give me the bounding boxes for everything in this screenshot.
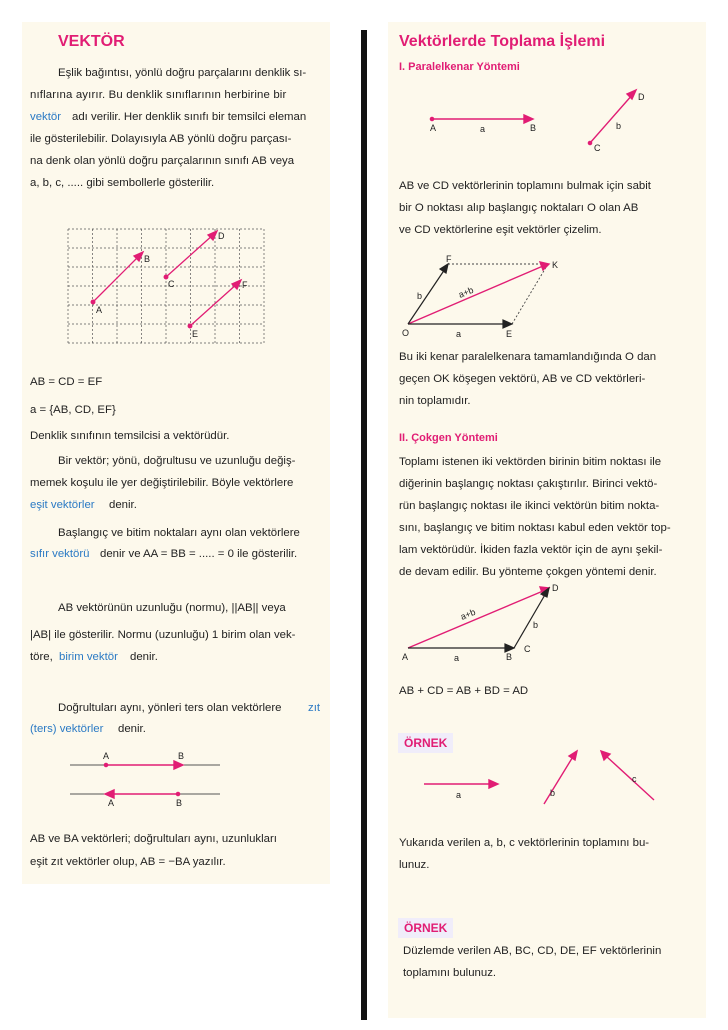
fig3-label-a-plus-b: a+b: [459, 606, 477, 622]
two-vectors-figure: [420, 84, 650, 154]
eq-representative: Denklik sınıfının temsilcisi a vektörüdür.: [30, 430, 230, 442]
vector-ok: [408, 266, 543, 324]
opposite-vectors-figure: [70, 750, 220, 808]
grid-label-f: F: [242, 280, 248, 290]
r-p2-line3: nin toplamıdır.: [399, 395, 471, 407]
fig2-label-a-plus-b: a+b: [457, 284, 475, 300]
grid-label-e: E: [192, 329, 199, 339]
grid-label-a: A: [96, 305, 103, 315]
fig1-label-vec-a: a: [480, 124, 486, 134]
subtitle-cokgen: II. Çokgen Yöntemi: [399, 432, 498, 444]
r-p3-line6: de devam edilir. Bu yönteme çokgen yöntemi denir.: [399, 566, 657, 578]
fig3-label-c: C: [524, 644, 531, 654]
subtitle-paralelkenar: I. Paralelkenar Yöntemi: [399, 61, 520, 73]
r-p3-line5: lam vektörüdür. İkiden fazla vektör için de aynı şekil-: [399, 544, 663, 556]
eq-equal-vectors: AB = CD = EF: [30, 376, 103, 388]
right-column: [388, 22, 706, 1018]
polygon-equation: AB + CD = AB + BD = AD: [399, 685, 529, 697]
arrowhead-a: [489, 780, 498, 788]
r-p5-line2: toplamını bulunuz.: [403, 967, 497, 979]
fig3-label-d: D: [552, 583, 559, 593]
example-badge-1: ÖRNEK: [398, 733, 453, 753]
term-esit-vektorler: eşit vektörler: [30, 499, 95, 511]
p5-line1: Doğrultuları aynı, yönleri ters olan vektörlere: [58, 702, 282, 714]
fig1-label-c: C: [594, 143, 601, 153]
dotted-ek: [512, 264, 548, 324]
p5-line2: denir.: [118, 723, 146, 735]
fig1-label-a: A: [430, 123, 437, 133]
eq-class-set: a = {AB, CD, EF}: [30, 404, 116, 416]
p1-line3: adı verilir. Her denklik sınıfı bir temsilci eleman: [72, 111, 307, 123]
arrowhead-of: [440, 264, 448, 273]
vector-cd: [166, 234, 214, 277]
p4-line3: töre,: [30, 651, 53, 663]
r-p1-line3: ve CD vektörlerine eşit vektörler çizelim.: [399, 224, 602, 236]
fig1-label-b: B: [530, 123, 537, 133]
term-ters-vektorler: (ters) vektörler: [30, 723, 104, 735]
vector-b: [544, 755, 574, 804]
arrowhead-ba: [105, 790, 114, 798]
grid-label-c: C: [168, 279, 175, 289]
p1-line4: ile gösterilebilir. Dolayısıyla AB yönlü doğru parçası-: [30, 133, 292, 145]
fig4-label-vec-a: a: [456, 790, 462, 800]
p4-line1: AB vektörünün uzunluğu (normu), ||AB|| veya: [58, 602, 286, 614]
term-birim-vektor: birim vektör: [59, 651, 118, 663]
r-p3-line3: rün başlangıç noktası ile ikinci vektörün bitim nokta-: [399, 500, 660, 512]
r-p3-line2: diğerinin başlangıç noktası çakıştırılır. Birinci vektö-: [399, 478, 658, 490]
vector-ad: [408, 591, 543, 648]
point-a: [91, 300, 95, 304]
section-title-vektor: VEKTÖR: [58, 33, 125, 50]
equal-vectors-grid-figure: [68, 229, 264, 343]
fig3-label-a: A: [402, 652, 409, 662]
p6-line1: AB ve BA vektörleri; doğrultuları aynı, uzunlukları: [30, 833, 277, 845]
r-p2-line1: Bu iki kenar paralelkenara tamamlandığında O dan: [399, 351, 657, 363]
arrowhead-cd: [627, 90, 636, 99]
p4-line2: |AB| ile gösterilir. Normu (uzunluğu) 1 birim olan vek-: [30, 629, 296, 641]
grid-label-b: B: [144, 254, 151, 264]
opp-label-b1: B: [178, 751, 185, 761]
fig3-label-vec-b: b: [533, 620, 539, 630]
polygon-method-figure: [400, 582, 570, 666]
fig3-label-vec-a: a: [454, 653, 460, 663]
fig2-label-k: K: [552, 260, 559, 270]
fig2-label-o: O: [402, 328, 410, 338]
term-vektor: vektör: [30, 111, 62, 123]
vector-cd: [590, 94, 633, 143]
r-p4-line2: lunuz.: [399, 859, 430, 871]
arrowhead-b: [569, 751, 577, 760]
section-title-toplama: Vektörlerde Toplama İşlemi: [399, 33, 606, 50]
opp-label-a1: A: [103, 751, 110, 761]
example-badge-2: ÖRNEK: [398, 918, 453, 938]
r-p4-line1: Yukarıda verilen a, b, c vektörlerinin toplamını bu-: [399, 837, 650, 849]
p6-line2: eşit zıt vektörler olup, AB = −BA yazılır.: [30, 856, 226, 868]
fig3-label-b: B: [506, 652, 513, 662]
p2-line1: Bir vektör; yönü, doğrultusu ve uzunluğu değiş-: [58, 455, 296, 467]
vector-ab: [93, 255, 140, 302]
column-divider: [361, 30, 367, 1020]
term-zit: zıt: [308, 702, 321, 714]
fig4-label-vec-b: b: [550, 788, 556, 798]
p1-line2: nıflarına ayırır. Bu denklik sınıflarının herbirine bir: [30, 89, 287, 101]
fig2-label-e: E: [506, 329, 513, 339]
fig1-label-vec-b: b: [616, 121, 622, 131]
fig4-label-vec-c: c: [632, 774, 637, 784]
r-p2-line2: geçen OK köşegen vektörü, AB ve CD vektörleri-: [399, 373, 646, 385]
r-p3-line4: sını, başlangıç ve bitim noktası kabul eden vektör top-: [399, 522, 671, 534]
p3-line1: Başlangıç ve bitim noktaları aynı olan vektörlere: [58, 527, 300, 539]
point-e: [188, 324, 192, 328]
vector-ef: [190, 283, 238, 326]
opp-label-b2: B: [176, 798, 183, 808]
example-vectors-figure: [420, 748, 650, 810]
r-p3-line1: Toplamı istenen iki vektörden birinin bitim noktası ile: [399, 456, 662, 468]
parallelogram-figure: [400, 254, 580, 340]
arrowhead-ab: [505, 644, 514, 652]
p2-line2: memek koşulu ile yer değiştirilebilir. Böyle vektörlere: [30, 477, 294, 489]
p1-line1: Eşlik bağıntısı, yönlü doğru parçalarını denklik sı-: [58, 67, 307, 79]
fig2-label-f: F: [446, 254, 452, 264]
grid-label-d: D: [218, 231, 225, 241]
p1-line6: a, b, c, ..... gibi sembollerle gösterilir.: [30, 177, 215, 189]
r-p1-line1: AB ve CD vektörlerinin toplamını bulmak için sabit: [399, 180, 651, 192]
p2-line3: denir.: [109, 499, 137, 511]
opp-label-a2: A: [108, 798, 115, 808]
term-sifir-vektoru: sıfır vektörü: [30, 548, 90, 560]
arrowhead-ok: [540, 262, 549, 270]
fig1-label-d: D: [638, 92, 645, 102]
fig2-label-vec-b: b: [417, 291, 423, 301]
arrowhead-ab: [174, 761, 183, 769]
p3-line2: denir ve AA = BB = ..... = 0 ile gösterilir.: [100, 548, 298, 560]
r-p1-line2: bir O noktası alıp başlangıç noktaları O olan AB: [399, 202, 639, 214]
p1-line5: na denk olan yönlü doğru parçalarının sınıfı AB veya: [30, 155, 295, 167]
r-p5-line1: Düzlemde verilen AB, BC, CD, DE, EF vektörlerinin: [403, 945, 662, 957]
arrowhead-oe: [503, 320, 512, 328]
p4-line4: denir.: [130, 651, 158, 663]
fig2-label-vec-a: a: [456, 329, 462, 339]
arrowhead-ab: [524, 115, 533, 123]
vector-c: [606, 756, 654, 800]
